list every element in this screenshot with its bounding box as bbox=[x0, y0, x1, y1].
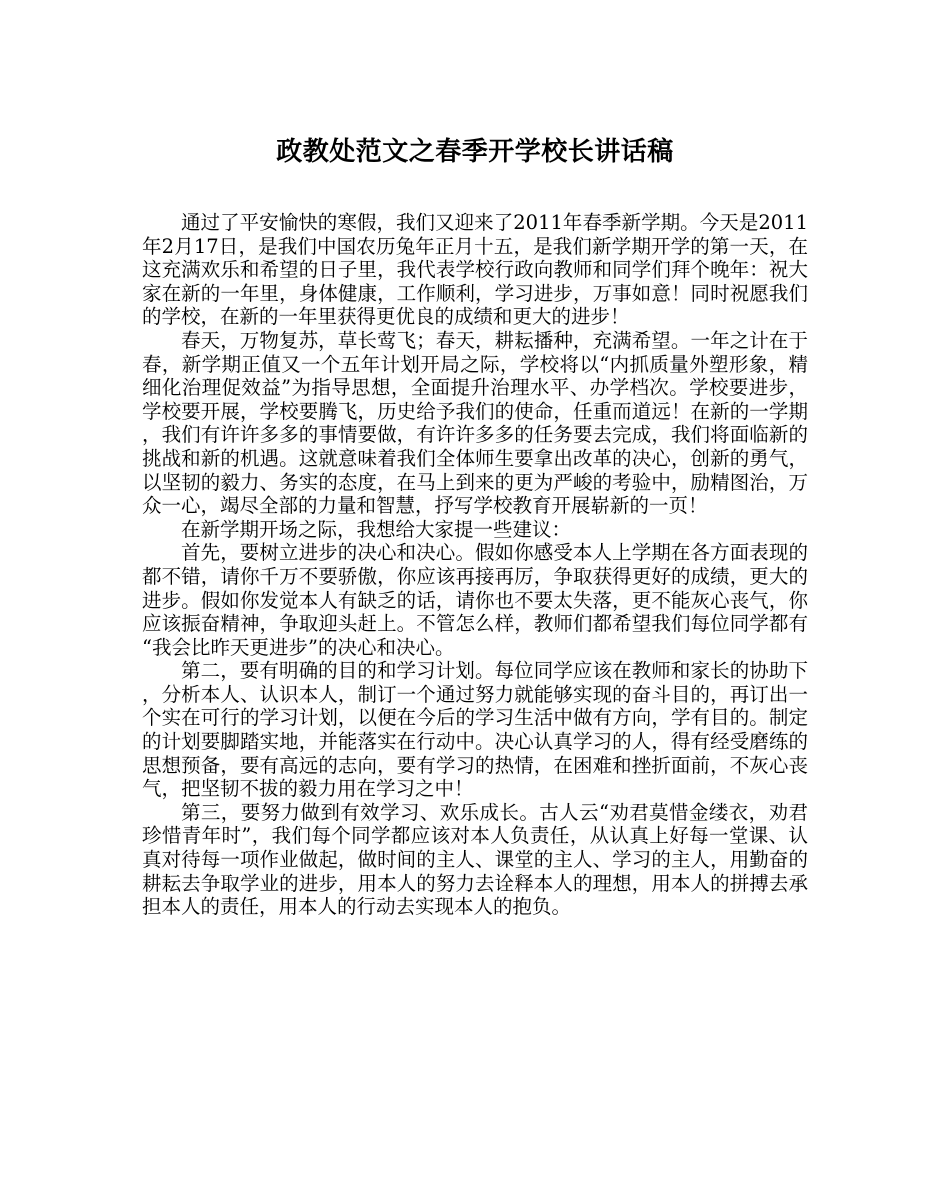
document-title: 政教处范文之春季开学校长讲话稿 bbox=[276, 137, 674, 167]
paragraph-first-suggestion: 首先，要树立进步的决心和决心。假如你感受本人上学期在各方面表现的都不错，请你千万不要骄傲，你应该再接再厉，争取获得更好的成绩，更大的进步。假如你发觉本人有缺乏的话，请你也不要太失落，更不能灰心丧气，你应该振奋精神，争取迎头赶上。不管怎么样，教师们都希望我们每位同学都有“我会比昨天更进步”的决心和决心。 bbox=[142, 541, 808, 659]
paragraph-suggestions-intro: 在新学期开场之际，我想给大家提一些建议： bbox=[181, 517, 572, 541]
paragraph-opening: 通过了平安愉快的寒假，我们又迎来了2011年春季新学期。今天是2011年2月17日，是我们中国农历兔年正月十五，是我们新学期开学的第一天，在这充满欢乐和希望的日子里，我代表学校行政向教师和同学们拜个晚年：祝大家在新的一年里，身体健康，工作顺利，学习进步，万事如意！同时祝愿我们的学校，在新的一年里获得更优良的成绩和更大的进步！ bbox=[142, 211, 808, 329]
paragraph-second-suggestion: 第二，要有明确的目的和学习计划。每位同学应该在教师和家长的协助下，分析本人、认识本人，制订一个通过努力就能够实现的奋斗目的，再订出一个实在可行的学习计划，以便在今后的学习生活中做有方向，学有目的。制定的计划要脚踏实地，并能落实在行动中。决心认真学习的人，得有经受磨练的思想预备，要有高远的志向，要有学习的热情，在困难和挫折面前，不灰心丧气，把坚韧不拔的毅力用在学习之中！ bbox=[142, 659, 808, 801]
paragraph-spring: 春天，万物复苏，草长莺飞；春天，耕耘播种，充满希望。一年之计在于春，新学期正值又一个五年计划开局之际，学校将以“内抓质量外塑形象，精细化治理促效益”为指导思想，全面提升治理水平、办学档次。学校要进步，学校要开展，学校要腾飞，历史给予我们的使命，任重而道远！在新的一学期，我们有许许多多的事情要做，有许许多多的任务要去完成，我们将面临新的挑战和新的机遇。这就意味着我们全体师生要拿出改革的决心，创新的勇气，以坚韧的毅力、务实的态度，在马上到来的更为严峻的考验中，励精图治，万众一心，竭尽全部的力量和智慧，抒写学校教育开展崭新的一页！ bbox=[142, 328, 808, 518]
paragraph-third-suggestion: 第三，要努力做到有效学习、欢乐成长。古人云“劝君莫惜金缕衣，劝君珍惜青年时”，我们每个同学都应该对本人负责任，从认真上好每一堂课、认真对待每一项作业做起，做时间的主人、课堂的主人、学习的主人，用勤奋的耕耘去争取学业的进步，用本人的努力去诠释本人的理想，用本人的拼搏去承担本人的责任，用本人的行动去实现本人的抱负。 bbox=[142, 800, 808, 919]
document-body bbox=[142, 211, 808, 919]
